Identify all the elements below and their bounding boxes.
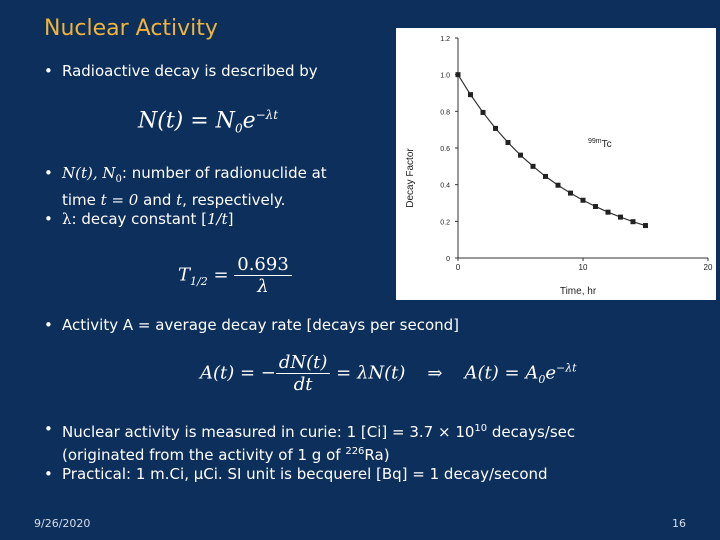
chart-data-point bbox=[531, 164, 536, 169]
bullet-lambda-unit: 1/t bbox=[207, 210, 228, 228]
bullet-curie-exp: 10 bbox=[474, 423, 488, 434]
chart-data-point bbox=[606, 210, 611, 215]
slide-page-number: 16 bbox=[672, 517, 686, 530]
chart-y-tick-label: 0.2 bbox=[440, 219, 450, 227]
bullet-activity bbox=[44, 315, 460, 335]
bullet-curie-line2-tail: Ra) bbox=[364, 446, 390, 464]
chart-y-tick-label: 1.0 bbox=[440, 72, 450, 80]
chart-data-point bbox=[631, 219, 636, 224]
chart-data-point bbox=[456, 72, 461, 77]
slide-date: 9/26/2020 bbox=[34, 517, 91, 530]
chart-data-point bbox=[493, 126, 498, 131]
chart-x-tick-label: 20 bbox=[703, 263, 713, 272]
bullet-dot: • bbox=[44, 164, 53, 182]
bullet-activity-text: Activity A = average decay rate [decays per second] bbox=[62, 316, 460, 334]
bullet-curie bbox=[44, 419, 702, 465]
bullet-lambda: λ bbox=[62, 210, 72, 228]
chart-x-axis-label: Time, hr bbox=[559, 286, 597, 297]
slide-title: Nuclear Activity bbox=[44, 16, 218, 41]
bullet-n-sub: 0 bbox=[115, 174, 122, 185]
bullet-lambda-text: : decay constant [ bbox=[71, 210, 207, 228]
bullet-n-symbols: N(t), N bbox=[62, 164, 116, 182]
bullet-decay-description bbox=[44, 61, 318, 81]
chart-annotation-tc99m bbox=[588, 138, 612, 150]
decay-chart bbox=[396, 28, 716, 300]
chart-x-tick-label: 0 bbox=[455, 263, 461, 272]
bullet-n-text: : number of radionuclide at bbox=[121, 164, 327, 182]
act-eq-final: A(t) = A bbox=[464, 362, 539, 384]
half-eq-fraction bbox=[234, 254, 292, 297]
chart-data-point bbox=[593, 204, 598, 209]
act-eq-final-exp: −λt bbox=[555, 361, 577, 375]
chart-data-point bbox=[543, 174, 548, 179]
bullet-dot: • bbox=[44, 62, 53, 80]
chart-data-point bbox=[506, 140, 511, 145]
half-eq-num: 0.693 bbox=[234, 254, 292, 276]
chart-annotation-super: 99m bbox=[588, 138, 602, 145]
half-life-equation bbox=[178, 254, 292, 297]
implies-icon: ⇒ bbox=[427, 362, 443, 384]
bullet-n-line2c: and bbox=[138, 191, 177, 209]
bullet-n-line2e: , respectively. bbox=[182, 191, 286, 209]
bullet-lambda-close: ] bbox=[227, 210, 234, 228]
decay-equation bbox=[138, 108, 278, 136]
bullet-decay-constant bbox=[44, 209, 234, 229]
decay-eq-e: e bbox=[242, 108, 256, 134]
half-eq-den: λ bbox=[257, 276, 269, 297]
bullet-practical-text: Practical: 1 m.Ci, μCi. SI unit is becquerel [Bq] = 1 decay/second bbox=[62, 465, 548, 483]
chart-data-point bbox=[468, 92, 473, 97]
act-eq-fraction bbox=[276, 352, 331, 395]
chart-data-point bbox=[481, 110, 486, 115]
bullet-curie-tail: decays/sec bbox=[487, 423, 576, 441]
bullet-practical-units bbox=[44, 464, 548, 484]
decay-eq-exp: −λt bbox=[255, 108, 279, 122]
half-eq-sub: 1/2 bbox=[190, 275, 208, 289]
act-eq-lhs: A(t) = − bbox=[200, 362, 276, 384]
chart-data-point bbox=[518, 153, 523, 158]
bullet-curie-sup: 226 bbox=[345, 446, 365, 457]
decay-chart-panel bbox=[396, 28, 716, 300]
bullet-n-line2d: t bbox=[176, 191, 183, 209]
bullet-dot: • bbox=[44, 210, 53, 228]
act-eq-den: dt bbox=[293, 374, 313, 395]
chart-annotation-base: Tc bbox=[601, 139, 612, 150]
bullet-n-definition bbox=[44, 163, 327, 210]
chart-y-tick-label: 0.4 bbox=[440, 182, 450, 190]
chart-y-tick-label: 0 bbox=[446, 256, 450, 263]
act-eq-final-sub: 0 bbox=[538, 373, 546, 387]
chart-data-point bbox=[643, 223, 648, 228]
chart-y-tick-label: 0.8 bbox=[440, 109, 450, 117]
chart-series-line bbox=[458, 75, 646, 226]
act-eq-rhs: = λN(t) bbox=[330, 362, 406, 384]
bullet-dot: • bbox=[44, 316, 53, 334]
chart-data-point bbox=[568, 191, 573, 196]
decay-eq-sub: 0 bbox=[234, 121, 243, 136]
activity-equation bbox=[200, 352, 577, 395]
bullet-n-line2b: t = 0 bbox=[100, 191, 139, 209]
bullet-curie-line2: (originated from the activity of 1 g of bbox=[62, 446, 346, 464]
chart-y-axis-label: Decay Factor bbox=[405, 148, 416, 208]
bullet-curie-line1: Nuclear activity is measured in curie: 1 [Ci] = 3.7 × 10 bbox=[62, 423, 475, 441]
bullet-dot: • bbox=[44, 465, 53, 483]
bullet-n-line2a: time bbox=[62, 191, 101, 209]
chart-y-tick-label: 0.6 bbox=[440, 146, 450, 153]
chart-y-tick-label: 1.2 bbox=[440, 36, 450, 43]
act-eq-num: dN(t) bbox=[276, 352, 331, 374]
chart-x-tick-label: 10 bbox=[578, 263, 588, 272]
chart-data-point bbox=[581, 198, 586, 203]
decay-eq-lhs: N(t) = N bbox=[138, 108, 235, 134]
chart-data-point bbox=[556, 183, 561, 188]
half-eq-t: T bbox=[178, 264, 191, 286]
bullet-text: Radioactive decay is described by bbox=[62, 62, 318, 80]
chart-data-point bbox=[618, 215, 623, 220]
half-eq-equals: = bbox=[207, 264, 235, 286]
act-eq-final-e: e bbox=[545, 362, 556, 384]
bullet-dot: • bbox=[44, 420, 53, 438]
